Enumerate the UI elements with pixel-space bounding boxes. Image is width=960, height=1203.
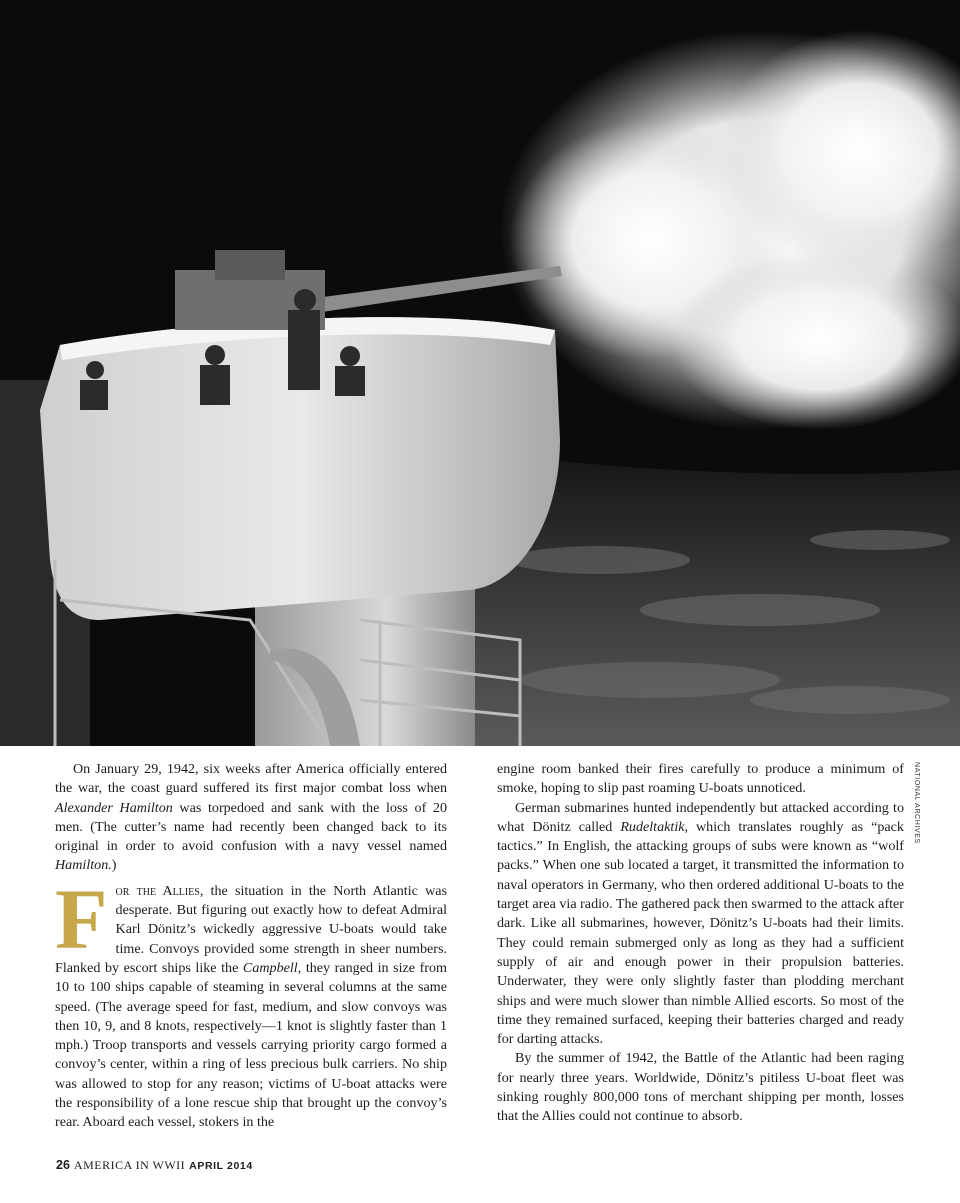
- lead-in-smallcaps: or the Allies: [115, 882, 200, 899]
- body-text-1: , the situation in the North Atlantic was desperate. But figuring out exactly how to defeat Admiral Karl Dönitz’s wickedly aggressive U-boats would take time. Convoys provided some strength in sheer numbers. Flanked by escort ships like the: [55, 882, 447, 976]
- body-italic: Campbell: [242, 959, 298, 976]
- right-column: [497, 760, 904, 1127]
- rudeltaktik-text-2: , which translates roughly as “pack tactics.” In English, the attacking groups of subs were known as “wolf packs.” When one sub located a target, it transmitted the information to naval operators in Germany, who then ordered additional U-boats to the target area via radio. The gathered pack then swarmed to the attack after dark. Like all submarines, however, Dönitz’s U-boats had their limits. They could remain submerged only as long as they had a sufficient supply of air and enough power in their propulsion batteries. Underwater, they were only slightly faster than plodding merchant ships and were much slower than nimble Allied escorts. So most of the time they remained surfaced, keeping their batteries charged and ready for darting attacks.: [497, 818, 904, 1048]
- intro-paragraph: [55, 760, 447, 876]
- page-number: 26: [56, 1158, 70, 1172]
- photo-credit-text: NATIONAL ARCHIVES: [913, 762, 920, 844]
- intro-italic-2: Hamilton.: [55, 857, 112, 874]
- section-paragraph: [55, 870, 447, 1133]
- summer-1942-paragraph: By the summer of 1942, the Battle of the Atlantic had been raging for nearly three years. Worldwide, Dönitz’s pitiless U-boat fleet was sinking roughly 800,000 tons of merchant shipping per month, losses that the Allies could not continue to absorb.: [497, 1050, 904, 1125]
- intro-text-1: On January 29, 1942, six weeks after America officially entered the war, the coast guard suffered its first major combat loss when: [55, 761, 447, 797]
- rudeltaktik-paragraph: [497, 799, 904, 1050]
- rudeltaktik-italic: Rudeltaktik: [620, 818, 685, 835]
- continuation-paragraph: engine room banked their fires carefully to produce a minimum of smoke, hoping to slip past roaming U-boats unnoticed.: [497, 761, 904, 797]
- drop-cap: F: [55, 870, 108, 967]
- intro-italic-1: Alexander Hamilton: [55, 799, 173, 816]
- rudeltaktik-text-1: German submarines hunted independently but attacked according to what Dönitz called: [497, 799, 904, 835]
- photo-credit: [906, 762, 922, 842]
- magazine-title: AMERICA IN WWII: [73, 1158, 186, 1172]
- page-footer: [56, 1158, 253, 1173]
- intro-text-2: was torpedoed and sank with the loss of 20 men. (The cutter’s name had recently been changed back to its original in order to avoid confusion with a navy vessel named: [55, 799, 447, 855]
- body-text-2: , they ranged in size from 10 to 100 ships capable of steaming in several columns at the same speed. (The average speed for fast, medium, and slow convoys was then 10, 9, and 8 knots, respectively—1 knot is slightly faster than 1 mph.) Troop transports and vessels carrying priority cargo formed a convoy’s center, within a ring of less precious bulk carriers. No ship was allowed to stop for any reason; victims of U-boat attacks were the responsibility of a lone rescue ship that brought up the convoy’s rear. Aboard each vessel, stokers in the: [55, 959, 447, 1131]
- issue-date: APRIL 2014: [189, 1160, 253, 1172]
- intro-text-3: ): [111, 857, 117, 874]
- left-column: [55, 760, 447, 1133]
